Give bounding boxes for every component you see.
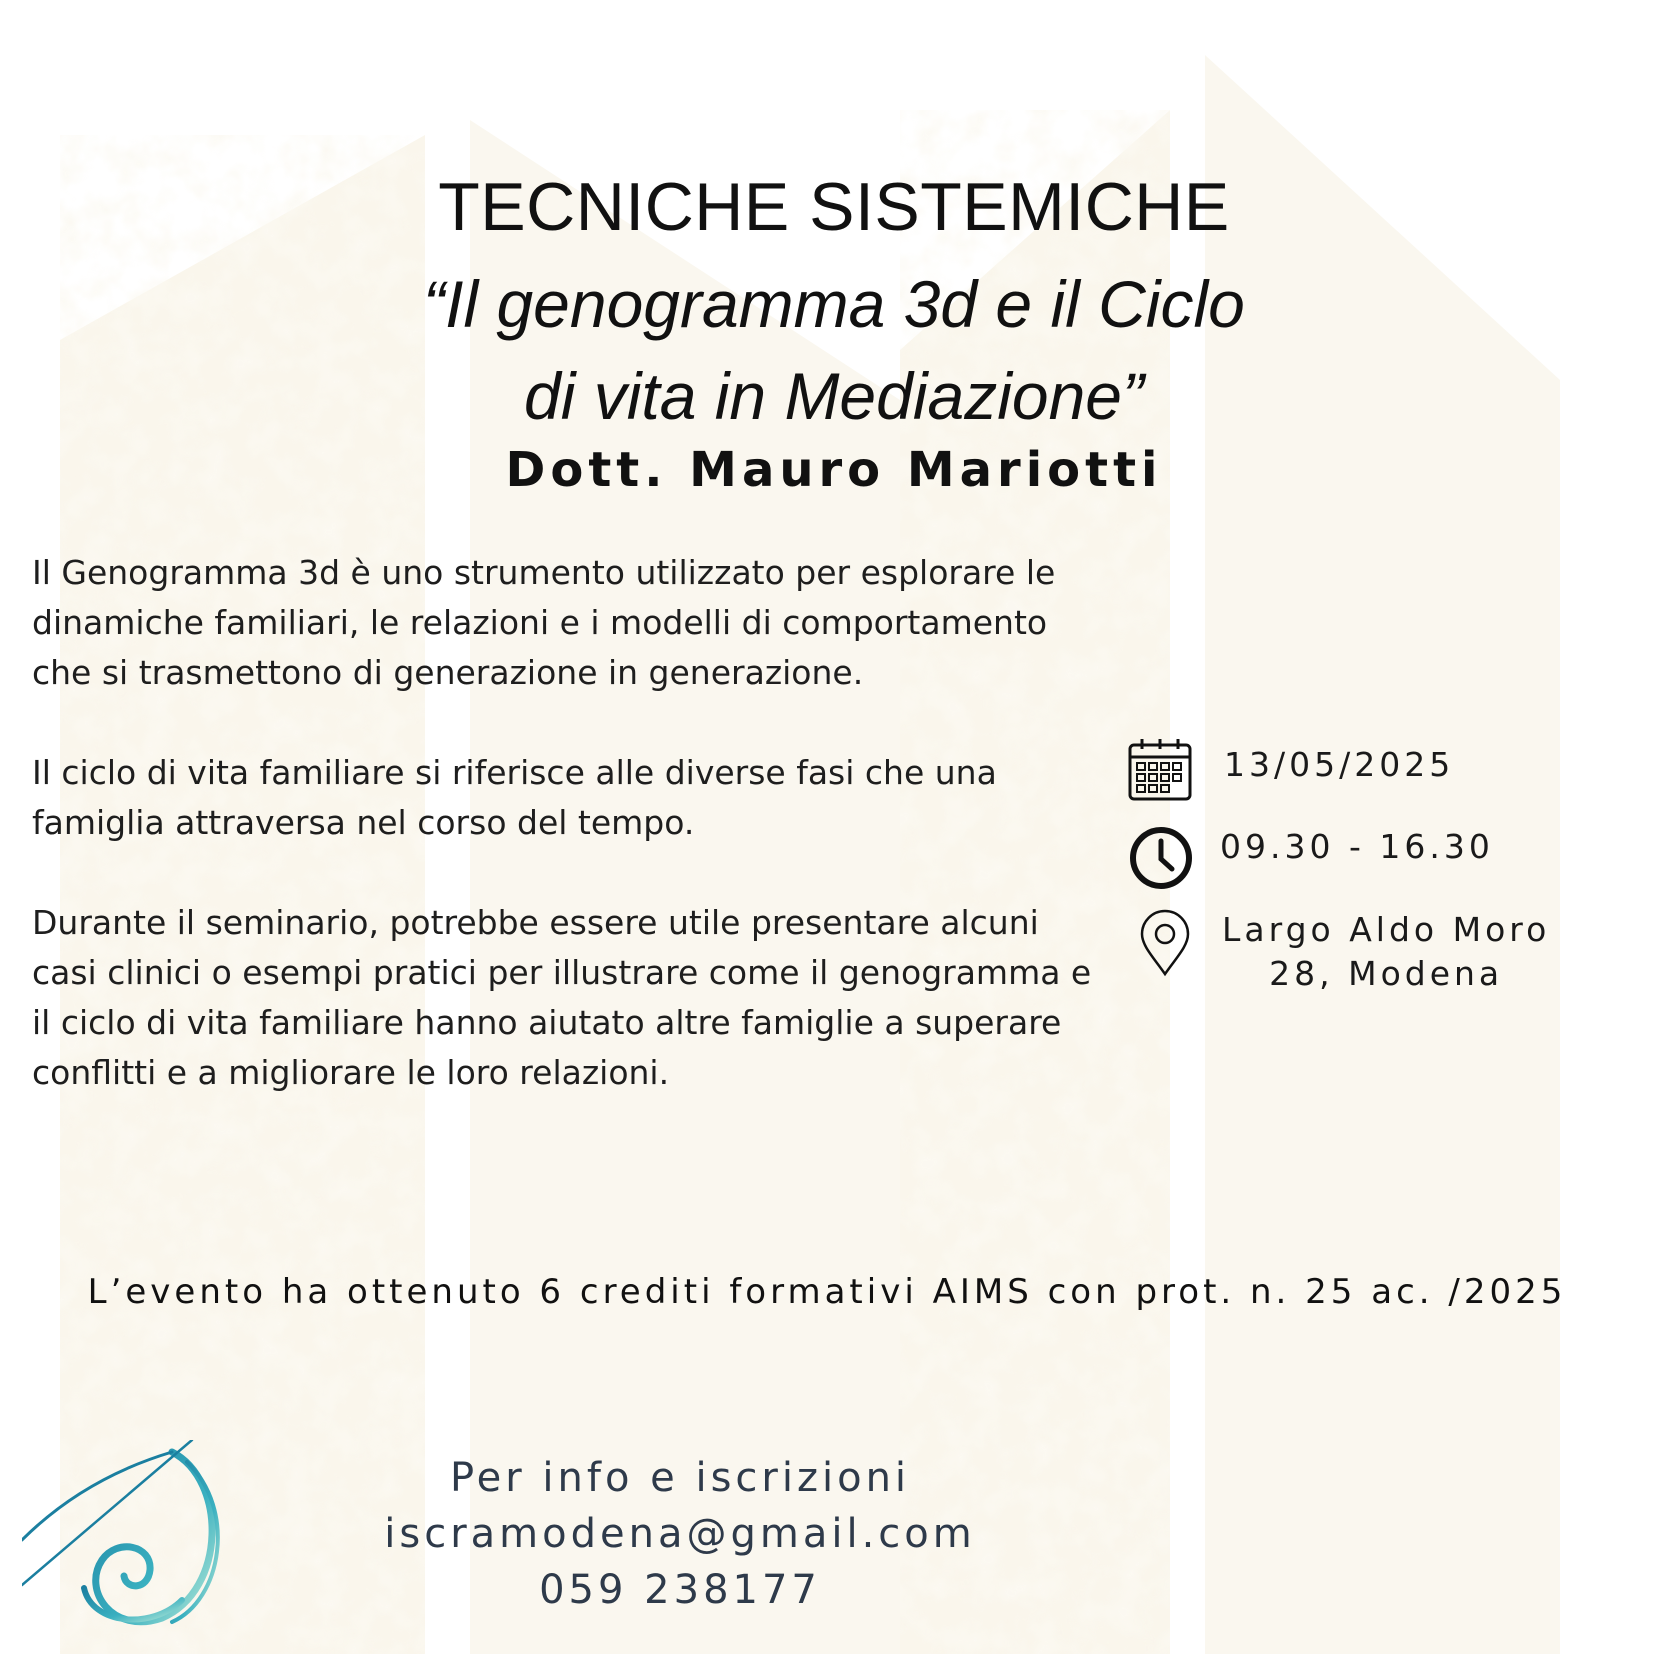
location-text (1222, 908, 1550, 996)
description (32, 548, 1092, 1148)
calendar-icon (1126, 735, 1196, 805)
event-date (1126, 735, 1454, 805)
event-location (1130, 908, 1550, 996)
contact-email[interactable]: iscramodena@gmail.com (384, 1511, 976, 1557)
event-subtitle (0, 258, 1654, 442)
credits-note: L’evento ha ottenuto 6 crediti formativi AIMS con prot. n. 25 ac. /2025 (87, 1272, 1567, 1312)
event-time (1126, 823, 1494, 893)
contact-info (380, 1450, 980, 1618)
date-text: 13/05/2025 (1224, 745, 1455, 784)
contact-phone[interactable]: 059 238177 (539, 1567, 821, 1613)
subtitle-line-1: “Il genogramma 3d e il Ciclo (423, 267, 1245, 341)
time-text: 09.30 - 16.30 (1220, 827, 1494, 866)
description-paragraph: Il ciclo di vita familiare si riferisce alle diverse fasi che una famiglia attraversa nel corso del tempo. (32, 753, 997, 842)
subtitle-line-2: di vita in Mediazione” (524, 359, 1144, 433)
location-line-2: 28, Modena (1269, 954, 1504, 993)
speaker-name: Dott. Mauro Mariotti (505, 442, 1163, 498)
description-paragraph: Durante il seminario, potrebbe essere utile presentare alcuni casi clinici o esempi pratici per illustrare come il genogramma e il ciclo di vita familiare hanno aiutato altre famiglie a superare conflitti e a migliorare le loro relazioni. (32, 903, 1092, 1092)
location-line-1: Largo Aldo Moro (1222, 910, 1551, 949)
clock-icon (1126, 823, 1196, 893)
logo-spiral (22, 1440, 232, 1630)
description-paragraph: Il Genogramma 3d è uno strumento utilizzato per esplorare le dinamiche familiari, le relazioni e i modelli di comportamento che si trasmettono di generazione in generazione. (32, 553, 1056, 692)
event-title: TECNICHE SISTEMICHE (438, 169, 1230, 245)
contact-heading: Per info e iscrizioni (449, 1455, 911, 1501)
map-pin-icon (1130, 908, 1200, 978)
